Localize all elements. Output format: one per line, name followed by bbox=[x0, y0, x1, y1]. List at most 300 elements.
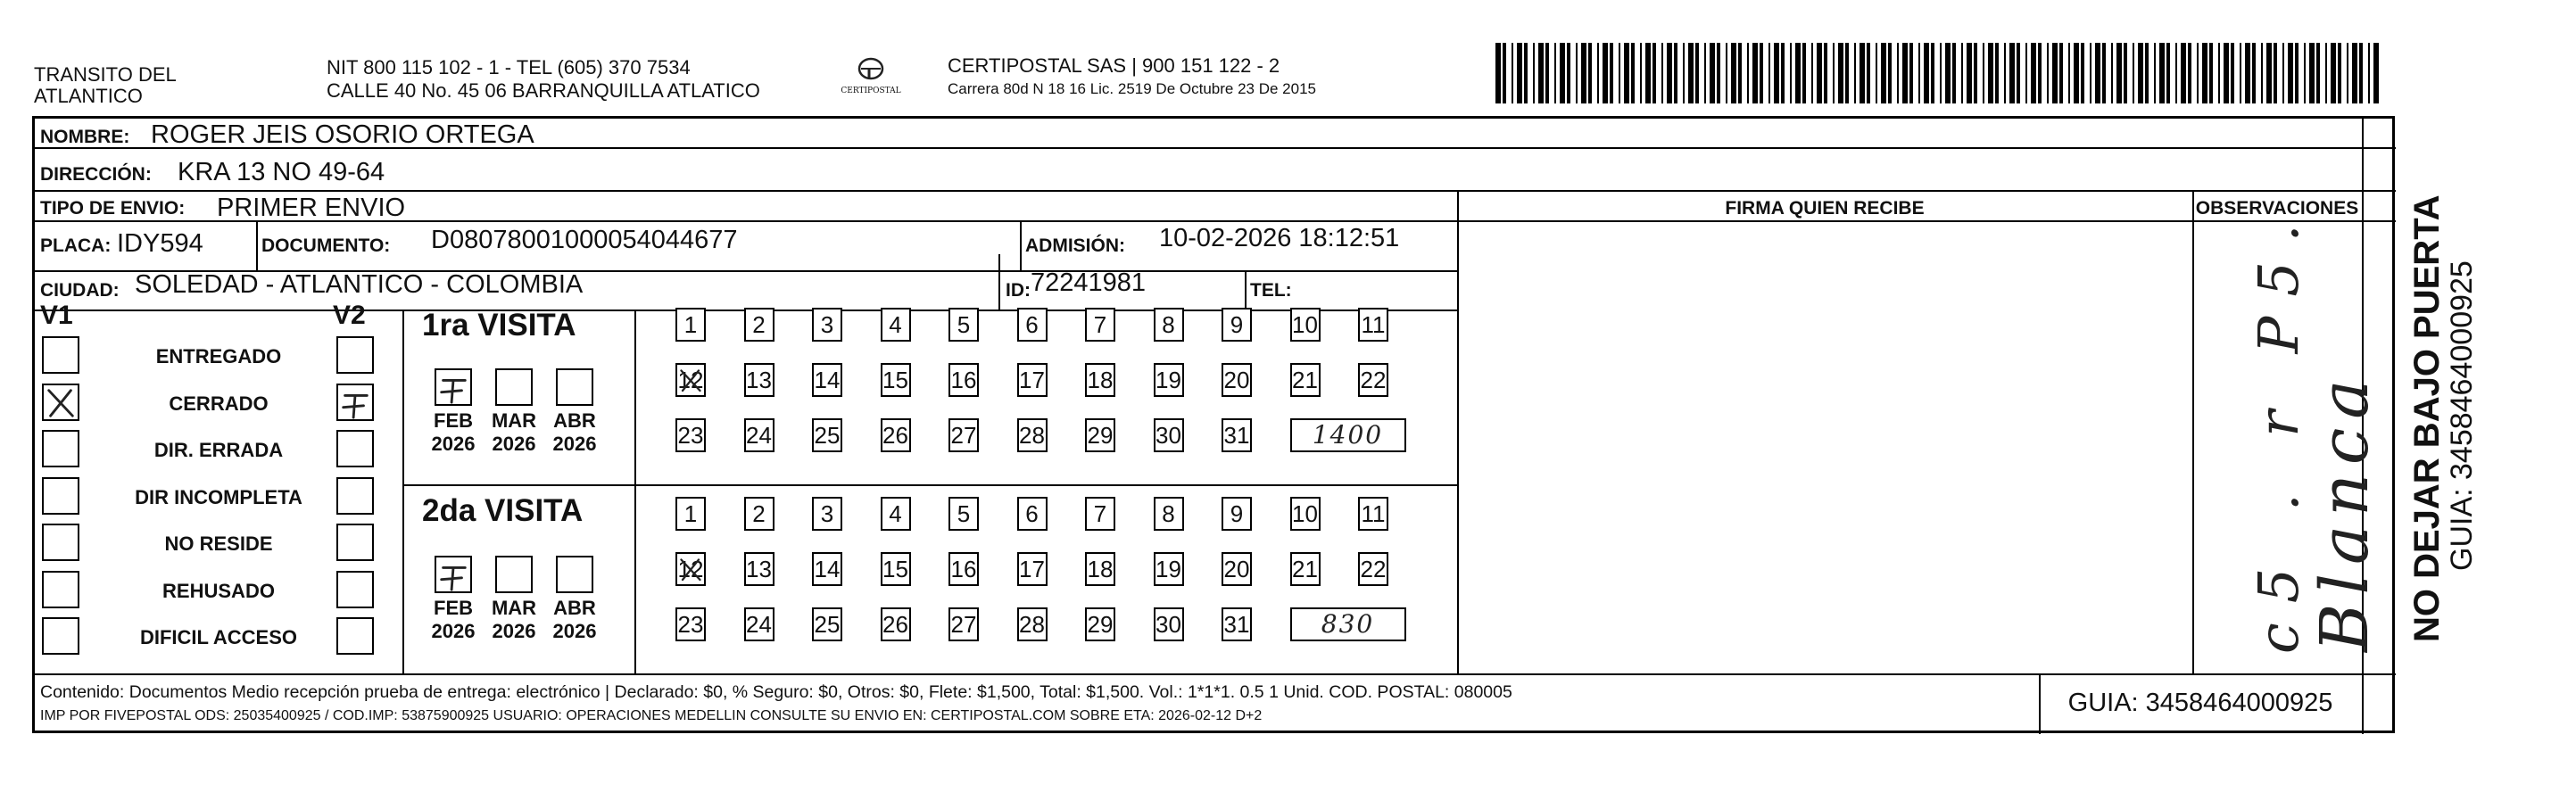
barcode-bar bbox=[1545, 43, 1549, 103]
calendar-day[interactable] bbox=[744, 552, 774, 586]
barcode-bar bbox=[2025, 43, 2027, 103]
admision-value: 10-02-2026 18:12:51 bbox=[1159, 224, 1400, 252]
barcode-bar bbox=[1624, 43, 1629, 103]
barcode-bar bbox=[1512, 43, 1513, 103]
v2-checkbox[interactable] bbox=[336, 617, 374, 655]
barcode-bar bbox=[1961, 43, 1963, 103]
barcode-bar bbox=[1524, 43, 1528, 103]
barcode-bar bbox=[2017, 43, 2020, 103]
barcode-bar bbox=[2059, 43, 2063, 103]
calendar-day-number: 7 bbox=[1093, 311, 1107, 338]
month-year: 2026 bbox=[552, 433, 597, 455]
month-year: 2026 bbox=[431, 620, 476, 642]
carrier-name: CERTIPOSTAL SAS | 900 151 122 - 2 bbox=[948, 54, 1280, 77]
status-label: REHUSADO bbox=[162, 579, 275, 602]
calendar-day-number: 9 bbox=[1230, 500, 1244, 527]
calendar-day-number: 4 bbox=[889, 500, 902, 527]
id-value: 72241981 bbox=[1031, 268, 1147, 297]
recipient-name: ROGER JEIS OSORIO ORTEGA bbox=[151, 120, 534, 149]
calendar-day[interactable] bbox=[1085, 363, 1115, 397]
barcode-bar bbox=[1503, 43, 1506, 103]
v1-checkbox[interactable] bbox=[42, 571, 79, 608]
calendar-day[interactable] bbox=[881, 363, 911, 397]
barcode-icon bbox=[1495, 43, 2379, 103]
calendar-day-number: 5 bbox=[957, 500, 971, 527]
barcode-bar bbox=[1967, 43, 1972, 103]
calendar-day[interactable] bbox=[1222, 497, 1252, 531]
calendar-day[interactable] bbox=[675, 418, 706, 452]
barcode-bar bbox=[1695, 43, 1699, 103]
calendar-day-number: 15 bbox=[882, 556, 908, 582]
month-year: 2026 bbox=[431, 433, 476, 455]
v1-check-mark-icon bbox=[44, 385, 78, 419]
calendar-day[interactable] bbox=[1085, 497, 1115, 531]
barcode-bar bbox=[2352, 43, 2357, 103]
calendar-day[interactable] bbox=[881, 552, 911, 586]
barcode-bar bbox=[1538, 43, 1544, 103]
day-check-mark-icon bbox=[677, 365, 704, 395]
barcode-bar bbox=[1731, 43, 1736, 103]
observaciones-header: OBSERVACIONES bbox=[2195, 198, 2359, 219]
barcode-bar bbox=[2038, 43, 2042, 103]
v2-checkbox[interactable] bbox=[336, 336, 374, 374]
calendar-day[interactable] bbox=[744, 607, 774, 641]
calendar-day-number: 25 bbox=[814, 422, 841, 449]
v1-checkbox[interactable] bbox=[42, 524, 79, 561]
calendar-day[interactable] bbox=[1222, 363, 1252, 397]
calendar-day[interactable] bbox=[675, 607, 706, 641]
barcode-bar bbox=[1909, 43, 1913, 103]
calendar-day[interactable] bbox=[1290, 497, 1321, 531]
calendar-day[interactable] bbox=[948, 607, 979, 641]
barcode-bar bbox=[1888, 43, 1892, 103]
calendar-day[interactable] bbox=[1154, 497, 1184, 531]
barcode-bar bbox=[1752, 43, 1758, 103]
barcode-bar bbox=[1902, 43, 1908, 103]
barcode-bar bbox=[1667, 43, 1672, 103]
status-label: CERRADO bbox=[169, 392, 269, 415]
barcode-bar bbox=[1581, 43, 1586, 103]
barcode-bar bbox=[1988, 43, 1993, 103]
barcode-bar bbox=[1811, 43, 1813, 103]
barcode-bar bbox=[2347, 43, 2348, 103]
calendar-day[interactable] bbox=[744, 308, 774, 342]
sender-info bbox=[327, 57, 760, 102]
barcode-bar bbox=[1838, 43, 1843, 103]
calendar-day[interactable] bbox=[1290, 363, 1321, 397]
calendar-day[interactable] bbox=[1222, 308, 1252, 342]
status-label: DIR. ERRADA bbox=[153, 439, 284, 461]
calendar-day[interactable] bbox=[1154, 552, 1184, 586]
carrier-info bbox=[948, 55, 1316, 98]
barcode-bar bbox=[1560, 43, 1565, 103]
calendar-day[interactable] bbox=[1290, 552, 1321, 586]
calendar-day[interactable] bbox=[1222, 607, 1252, 641]
v2-checkbox[interactable] bbox=[336, 384, 374, 421]
calendar-day[interactable] bbox=[948, 552, 979, 586]
calendar-day[interactable] bbox=[744, 363, 774, 397]
month-checkbox[interactable] bbox=[556, 368, 593, 406]
calendar-day-number: 20 bbox=[1223, 556, 1250, 582]
sender-address: CALLE 40 No. 45 06 BARRANQUILLA ATLATICO bbox=[327, 79, 760, 102]
barcode-bar bbox=[1995, 43, 1999, 103]
calendar-day[interactable] bbox=[1017, 497, 1048, 531]
calendar-day-number: 14 bbox=[814, 556, 841, 582]
barcode-bar bbox=[1795, 43, 1801, 103]
barcode-bar bbox=[1768, 43, 1770, 103]
calendar-day-number: 15 bbox=[882, 367, 908, 393]
month-checkbox[interactable] bbox=[495, 368, 533, 406]
month-checkbox[interactable] bbox=[495, 556, 533, 593]
barcode-bar bbox=[2202, 43, 2207, 103]
barcode-bar bbox=[2154, 43, 2156, 103]
barcode-bar bbox=[2282, 43, 2284, 103]
calendar-day-number: 24 bbox=[746, 611, 772, 638]
barcode-bar bbox=[1610, 43, 1613, 103]
barcode-bar bbox=[1747, 43, 1749, 103]
barcode-bar bbox=[2111, 43, 2113, 103]
barcode-bar bbox=[2274, 43, 2277, 103]
calendar-day[interactable] bbox=[1222, 552, 1252, 586]
barcode-bar bbox=[2224, 43, 2229, 103]
barcode-bar bbox=[1833, 43, 1835, 103]
calendar-day-number: 1 bbox=[683, 311, 698, 338]
barcode-bar bbox=[1495, 43, 1501, 103]
calendar-day[interactable] bbox=[1017, 552, 1048, 586]
calendar-day[interactable] bbox=[881, 418, 911, 452]
v2-header: V2 bbox=[333, 301, 366, 330]
month-name: MAR bbox=[491, 597, 537, 619]
barcode-bar bbox=[1876, 43, 1877, 103]
barcode-bar bbox=[1824, 43, 1827, 103]
ciudad-value: SOLEDAD - ATLANTICO - COLOMBIA bbox=[135, 270, 584, 299]
calendar-day-number: 13 bbox=[746, 367, 772, 393]
barcode-bar bbox=[1726, 43, 1727, 103]
barcode-bar bbox=[2102, 43, 2106, 103]
barcode-bar bbox=[1983, 43, 1984, 103]
v1-checkbox[interactable] bbox=[42, 477, 79, 515]
barcode-bar bbox=[1517, 43, 1522, 103]
footer-guia: GUIA: 3458464000925 bbox=[2067, 689, 2333, 717]
barcode-bar bbox=[2304, 43, 2306, 103]
calendar-day[interactable] bbox=[1085, 308, 1115, 342]
barcode-bar bbox=[2138, 43, 2143, 103]
barcode-bar bbox=[2188, 43, 2191, 103]
calendar-day[interactable] bbox=[1154, 363, 1184, 397]
month-name: ABR bbox=[553, 409, 596, 432]
calendar-day-number: 19 bbox=[1155, 556, 1181, 582]
visit-time-box[interactable] bbox=[1290, 418, 1406, 452]
barcode-bar bbox=[1631, 43, 1635, 103]
calendar-day[interactable] bbox=[1085, 552, 1115, 586]
calendar-day[interactable] bbox=[812, 363, 842, 397]
calendar-day[interactable] bbox=[948, 497, 979, 531]
calendar-day[interactable] bbox=[1358, 552, 1388, 586]
calendar-day-number: 16 bbox=[950, 556, 977, 582]
month-year: 2026 bbox=[552, 620, 597, 642]
calendar-day-number: 3 bbox=[820, 500, 834, 527]
nit-line: NIT 800 115 102 - 1 - TEL (605) 370 7534 bbox=[327, 56, 691, 78]
barcode-bar bbox=[1704, 43, 1706, 103]
barcode-bar bbox=[1717, 43, 1720, 103]
status-label: NO RESIDE bbox=[164, 532, 273, 555]
barcode-bar bbox=[2175, 43, 2177, 103]
sender-org-line1: TRANSITO DEL bbox=[34, 63, 177, 86]
sender-org-line2: ATLANTICO bbox=[34, 85, 143, 107]
nombre-label: NOMBRE: bbox=[40, 127, 130, 147]
calendar-day[interactable] bbox=[1358, 363, 1388, 397]
month-name: MAR bbox=[491, 409, 537, 432]
barcode-bar bbox=[2081, 43, 2084, 103]
barcode-bar bbox=[1738, 43, 1742, 103]
barcode-bar bbox=[2325, 43, 2327, 103]
tel-label: TEL: bbox=[1250, 280, 1292, 301]
calendar-day-number: 31 bbox=[1223, 422, 1250, 449]
month-checkbox[interactable] bbox=[556, 556, 593, 593]
calendar-day[interactable] bbox=[881, 607, 911, 641]
month-checkbox[interactable] bbox=[435, 556, 472, 593]
barcode-bar bbox=[2331, 43, 2336, 103]
status-label: DIR INCOMPLETA bbox=[135, 485, 302, 508]
barcode-bar bbox=[1974, 43, 1977, 103]
month-name: ABR bbox=[553, 597, 596, 619]
barcode-bar bbox=[2245, 43, 2250, 103]
barcode-bar bbox=[1854, 43, 1856, 103]
v1-checkbox[interactable] bbox=[42, 430, 79, 467]
calendar-day-number: 30 bbox=[1155, 422, 1181, 449]
footer-contenido: Contenido: Documentos Medio recepción prueba de entrega: electrónico | Declarado: $0, % Seguro: $0, Otros: $0, Flete: $1,500, Total: $1,500. Vol.: 1*1*1. 0.5 1 Unid. COD. POSTAL: 080005 bbox=[40, 682, 1512, 702]
placa-label: PLACA: bbox=[40, 235, 112, 256]
barcode-bar bbox=[1860, 43, 1865, 103]
barcode-bar bbox=[2261, 43, 2263, 103]
admision-label: ADMISIÓN: bbox=[1025, 235, 1125, 256]
visit-time-handwriting: 1400 bbox=[1312, 420, 1384, 450]
calendar-day-number: 11 bbox=[1361, 500, 1386, 527]
v1-checkbox[interactable] bbox=[42, 617, 79, 655]
calendar-day-number: 22 bbox=[1360, 556, 1387, 582]
v2-checkbox[interactable] bbox=[336, 571, 374, 608]
calendar-day[interactable] bbox=[948, 363, 979, 397]
barcode-bar bbox=[2252, 43, 2256, 103]
carrier-license: Carrera 80d N 18 16 Lic. 2519 De Octubre 23 De 2015 bbox=[948, 80, 1316, 97]
calendar-day-number: 9 bbox=[1230, 311, 1244, 338]
calendar-day-number: 28 bbox=[1019, 611, 1045, 638]
barcode-bar bbox=[1603, 43, 1608, 103]
barcode-bar bbox=[2116, 43, 2122, 103]
placa-value: IDY594 bbox=[117, 229, 203, 258]
barcode-bar bbox=[1945, 43, 1951, 103]
recipient-address: KRA 13 NO 49-64 bbox=[178, 158, 385, 186]
ciudad-label: CIUDAD: bbox=[40, 280, 120, 301]
calendar-day-number: 11 bbox=[1361, 311, 1386, 338]
barcode-bar bbox=[1588, 43, 1592, 103]
first-visit-title: 1ra VISITA bbox=[422, 308, 576, 343]
calendar-day-number: 6 bbox=[1025, 311, 1039, 338]
calendar-day-number: 26 bbox=[882, 611, 908, 638]
barcode-bar bbox=[1774, 43, 1779, 103]
calendar-day-number: 5 bbox=[957, 311, 971, 338]
calendar-day-number: 6 bbox=[1025, 500, 1039, 527]
barcode-bar bbox=[2133, 43, 2134, 103]
calendar-day[interactable] bbox=[1154, 607, 1184, 641]
documento-label: DOCUMENTO: bbox=[261, 235, 391, 256]
barcode-bar bbox=[2095, 43, 2100, 103]
barcode-bar bbox=[1802, 43, 1806, 103]
v2-checkbox[interactable] bbox=[336, 524, 374, 561]
calendar-day-number: 25 bbox=[814, 611, 841, 638]
visit-time-handwriting: 830 bbox=[1321, 609, 1375, 639]
tipo-envio: PRIMER ENVIO bbox=[217, 194, 406, 222]
barcode-bar bbox=[2266, 43, 2272, 103]
calendar-day[interactable] bbox=[948, 418, 979, 452]
calendar-day[interactable] bbox=[812, 552, 842, 586]
calendar-day[interactable] bbox=[1017, 308, 1048, 342]
calendar-day-number: 27 bbox=[950, 611, 977, 638]
calendar-day-number: 19 bbox=[1155, 367, 1181, 393]
calendar-day[interactable] bbox=[1290, 308, 1321, 342]
delivery-form bbox=[32, 116, 2395, 733]
v1-checkbox[interactable] bbox=[42, 336, 79, 374]
calendar-day-number: 20 bbox=[1223, 367, 1250, 393]
month-check-mark-icon bbox=[436, 557, 470, 591]
calendar-day-number: 12 bbox=[677, 367, 704, 393]
calendar-day[interactable] bbox=[1358, 308, 1388, 342]
calendar-day[interactable] bbox=[812, 308, 842, 342]
calendar-day[interactable] bbox=[744, 418, 774, 452]
barcode-bar bbox=[2288, 43, 2293, 103]
calendar-day-number: 10 bbox=[1292, 311, 1318, 338]
v2-checkbox[interactable] bbox=[336, 430, 374, 467]
calendar-day[interactable] bbox=[812, 607, 842, 641]
calendar-day[interactable] bbox=[1154, 308, 1184, 342]
day-check-mark-icon bbox=[677, 554, 704, 584]
calendar-day[interactable] bbox=[1154, 418, 1184, 452]
barcode-bar bbox=[1567, 43, 1570, 103]
barcode-bar bbox=[2316, 43, 2320, 103]
barcode-bar bbox=[2068, 43, 2070, 103]
month-check-mark-icon bbox=[436, 370, 470, 404]
certipostal-logo bbox=[839, 55, 903, 95]
barcode-bar bbox=[1760, 43, 1763, 103]
barcode-bar bbox=[1867, 43, 1870, 103]
calendar-day[interactable] bbox=[881, 308, 911, 342]
barcode-bar bbox=[2052, 43, 2058, 103]
calendar-day[interactable] bbox=[812, 418, 842, 452]
calendar-day-number: 13 bbox=[746, 556, 772, 582]
calendar-day[interactable] bbox=[1017, 363, 1048, 397]
calendar-day[interactable] bbox=[675, 552, 706, 586]
barcode-bar bbox=[1645, 43, 1651, 103]
barcode-bar bbox=[1952, 43, 1956, 103]
barcode-bar bbox=[2231, 43, 2234, 103]
calendar-day-number: 28 bbox=[1019, 422, 1045, 449]
month-year: 2026 bbox=[492, 433, 536, 455]
calendar-day-number: 12 bbox=[677, 556, 704, 582]
v1-checkbox[interactable] bbox=[42, 384, 79, 421]
barcode-bar bbox=[1845, 43, 1849, 103]
calendar-day[interactable] bbox=[1358, 497, 1388, 531]
calendar-day[interactable] bbox=[1085, 418, 1115, 452]
calendar-day[interactable] bbox=[744, 497, 774, 531]
calendar-day-number: 3 bbox=[820, 311, 834, 338]
barcode-bar bbox=[1533, 43, 1535, 103]
calendar-day-number: 23 bbox=[677, 611, 704, 638]
calendar-day-number: 21 bbox=[1292, 556, 1318, 582]
calendar-day-number: 26 bbox=[882, 422, 908, 449]
sender-org bbox=[34, 64, 177, 107]
side-guia: GUIA: 3458464000925 bbox=[2445, 260, 2479, 571]
calendar-day[interactable] bbox=[675, 497, 706, 531]
id-label: ID: bbox=[1006, 280, 1031, 301]
calendar-day-number: 17 bbox=[1019, 556, 1045, 582]
v2-checkbox[interactable] bbox=[336, 477, 374, 515]
barcode-bar bbox=[2009, 43, 2015, 103]
barcode-bar bbox=[2166, 43, 2170, 103]
no-dejar-bajo-puerta: NO DEJAR BAJO PUERTA bbox=[2407, 194, 2447, 642]
barcode-bar bbox=[2309, 43, 2315, 103]
calendar-day-number: 24 bbox=[746, 422, 772, 449]
calendar-day-number: 22 bbox=[1360, 367, 1387, 393]
calendar-day[interactable] bbox=[1222, 418, 1252, 452]
barcode-bar bbox=[2074, 43, 2079, 103]
visit-time-box[interactable] bbox=[1290, 607, 1406, 641]
barcode-bar bbox=[2209, 43, 2213, 103]
calendar-day[interactable] bbox=[675, 363, 706, 397]
barcode-bar bbox=[2047, 43, 2049, 103]
observaciones-handwriting-1: c5 . r P5. bbox=[2246, 204, 2311, 654]
calendar-day[interactable] bbox=[675, 308, 706, 342]
barcode-bar bbox=[2359, 43, 2363, 103]
barcode-bar bbox=[2373, 43, 2379, 103]
month-year: 2026 bbox=[492, 620, 536, 642]
tipo-envio-label: TIPO DE ENVIO: bbox=[40, 198, 186, 219]
barcode-bar bbox=[1781, 43, 1785, 103]
calendar-day-number: 1 bbox=[683, 500, 698, 527]
calendar-day-number: 8 bbox=[1162, 500, 1175, 527]
calendar-day-number: 4 bbox=[889, 311, 902, 338]
month-checkbox[interactable] bbox=[435, 368, 472, 406]
calendar-day-number: 27 bbox=[950, 422, 977, 449]
calendar-day-number: 31 bbox=[1223, 611, 1250, 638]
barcode-bar bbox=[1640, 43, 1642, 103]
calendar-day-number: 29 bbox=[1087, 422, 1114, 449]
calendar-day-number: 16 bbox=[950, 367, 977, 393]
calendar-day-number: 18 bbox=[1087, 367, 1114, 393]
calendar-day-number: 7 bbox=[1093, 500, 1107, 527]
calendar-day-number: 2 bbox=[752, 500, 766, 527]
calendar-day[interactable] bbox=[1017, 607, 1048, 641]
second-visit-title: 2da VISITA bbox=[422, 493, 584, 528]
calendar-day-number: 8 bbox=[1162, 311, 1175, 338]
calendar-day[interactable] bbox=[948, 308, 979, 342]
month-name: FEB bbox=[434, 409, 473, 432]
barcode-bar bbox=[2240, 43, 2241, 103]
calendar-day[interactable] bbox=[812, 497, 842, 531]
barcode-bar bbox=[1881, 43, 1886, 103]
barcode-bar bbox=[1897, 43, 1899, 103]
barcode-bar bbox=[1661, 43, 1663, 103]
calendar-day[interactable] bbox=[881, 497, 911, 531]
month-name: FEB bbox=[434, 597, 473, 619]
observaciones-handwriting-2: Blanca bbox=[2307, 370, 2383, 652]
barcode-bar bbox=[2090, 43, 2091, 103]
barcode-bar bbox=[1683, 43, 1685, 103]
calendar-day[interactable] bbox=[1085, 607, 1115, 641]
footer-imp: IMP POR FIVEPOSTAL ODS: 25035400925 / COD.IMP: 53875900925 USUARIO: OPERACIONES MEDELLIN CONSULTE SU ENVIO EN: CERTIPOSTAL.COM SOBRE ETA: 2026-02-12 D+2 bbox=[40, 708, 1263, 723]
calendar-day[interactable] bbox=[1017, 418, 1048, 452]
barcode-bar bbox=[1597, 43, 1599, 103]
direccion-label: DIRECCIÓN: bbox=[40, 164, 152, 185]
